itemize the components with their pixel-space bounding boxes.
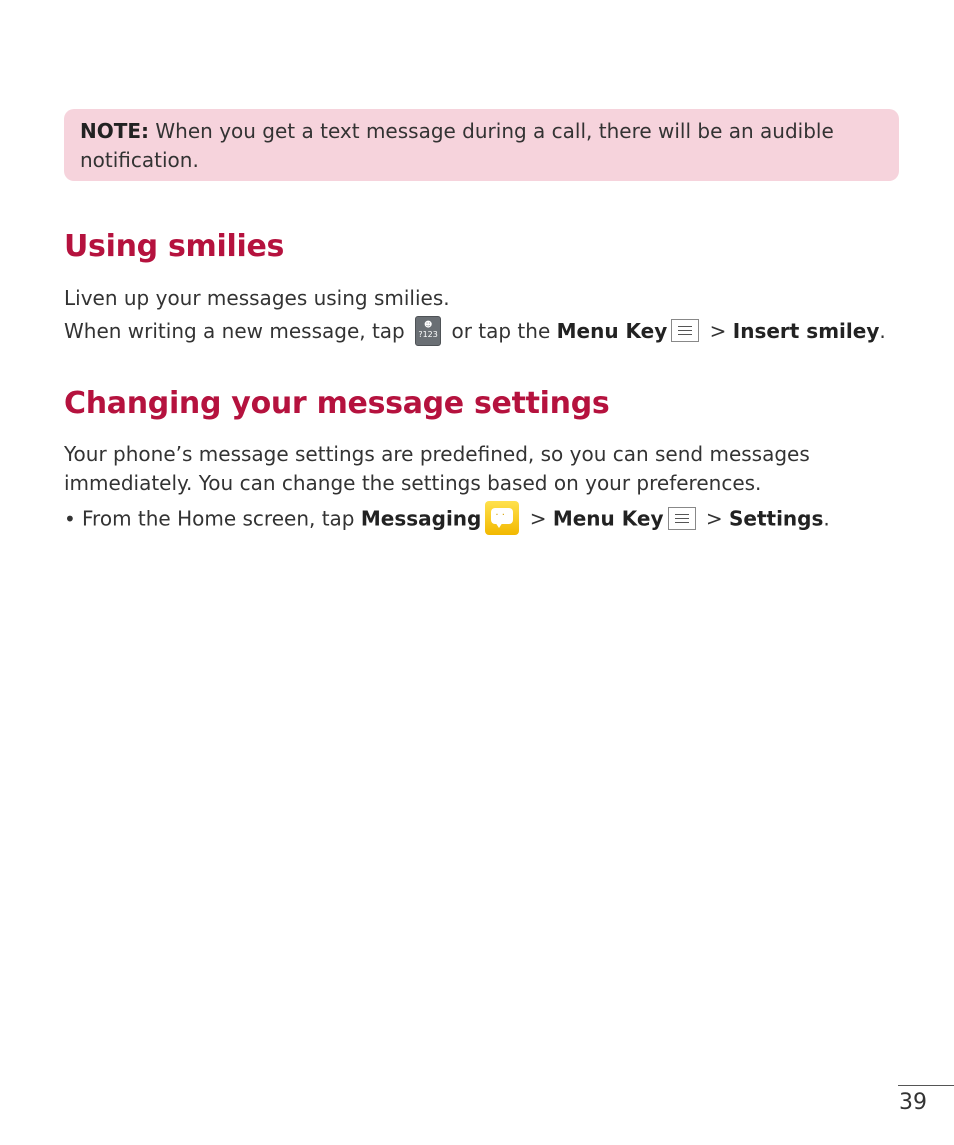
menu-key-icon — [671, 319, 699, 342]
smiley-key-caption: ?123 — [418, 329, 438, 339]
separator: > — [523, 506, 553, 531]
bullet: • — [64, 506, 76, 531]
smilies-instruction-text-1: When writing a new message, tap — [64, 319, 412, 343]
menu-key-label: Menu Key — [556, 319, 668, 343]
menu-key-label: Menu Key — [552, 506, 664, 531]
note-text: When you get a text message during a call, there will be an audible notification. — [80, 119, 834, 172]
settings-paragraph: Your phone’s message settings are predefined, so you can send messages immediately. You can change the settings based on your preferences. — [64, 442, 810, 495]
note-box — [64, 109, 899, 181]
settings-label: Settings — [728, 506, 824, 531]
note-label: NOTE: — [80, 119, 150, 143]
separator: > — [699, 506, 729, 531]
settings-step — [64, 503, 830, 537]
settings-step-text: From the Home screen, tap — [82, 506, 361, 531]
menu-key-icon — [668, 507, 696, 530]
insert-smiley-label: Insert smiley — [732, 319, 880, 343]
smilies-intro: Liven up your messages using smilies. — [64, 286, 450, 310]
smilies-instruction — [64, 317, 886, 348]
heading-using-smilies: Using smilies — [64, 229, 285, 264]
messaging-label: Messaging — [360, 506, 482, 531]
page-number: 39 — [899, 1090, 927, 1115]
period: . — [879, 319, 886, 343]
messaging-app-icon: · · — [485, 501, 519, 535]
page-number-rule — [898, 1085, 954, 1086]
smilies-instruction-text-2: or tap the — [445, 319, 557, 343]
smiley-key-icon: ☻ ?123 — [415, 316, 441, 346]
heading-changing-message-settings: Changing your message settings — [64, 386, 610, 421]
period: . — [823, 506, 830, 531]
separator: > — [703, 319, 733, 343]
